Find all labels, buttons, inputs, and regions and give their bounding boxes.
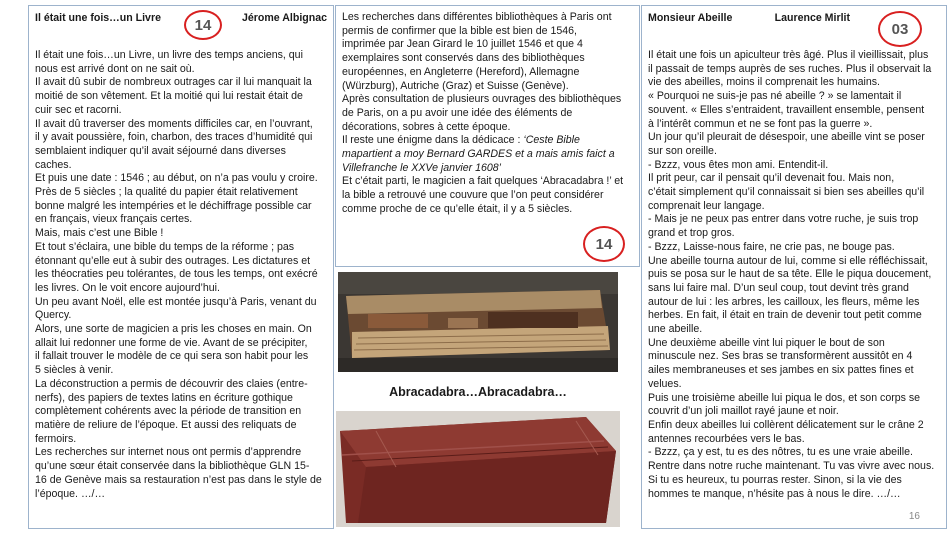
damaged-book-photo	[338, 272, 618, 372]
left-text-line: nous est arrivé dont on ne sait où.	[35, 62, 195, 75]
middle-text-line: Villefranche le XXVe janvier 1608’	[342, 161, 502, 174]
right-text-line: comprenait leur langage.	[648, 199, 765, 212]
right-text-line: puis se posa sur le haut de sa tête. Elle le piqua doucement,	[648, 268, 932, 281]
middle-body	[342, 11, 638, 217]
middle-article	[335, 5, 640, 267]
left-article	[28, 5, 334, 529]
left-text-line: nerfs), des papiers de textes latins en écriture gothique	[35, 391, 293, 404]
right-text-line: herbes. En fait, il était en train de devenir tout petit comme	[648, 309, 922, 322]
right-text-line: Rentre dans notre ruche maintenant. Tu vas vivre avec nous.	[648, 460, 935, 473]
middle-text-line: exemplaires sont conservés dans des bibliothèques	[342, 52, 585, 65]
left-text-line: Près de 5 siècles ; la qualité du papier était relativement	[35, 186, 298, 199]
left-text-line: Mais, mais c’est une Bible !	[35, 227, 164, 240]
left-text-line: il y avait poussière, foin, charbon, des traces d’humidité qui	[35, 131, 313, 144]
right-title: Monsieur Abeille	[648, 12, 733, 24]
middle-text-line: décorations, sobres à cette époque.	[342, 120, 511, 133]
right-text-line: autour de lui : les arbres, les cailloux, les fleurs, même les	[648, 295, 920, 308]
right-text-line: minuscule nez. Ses bras se transformèrent aussitôt en 4	[648, 350, 913, 363]
middle-text-line: Les recherches dans différentes bibliothèques à Paris ont	[342, 11, 612, 23]
right-article	[641, 5, 947, 529]
middle-text-line: comme proche de ce qu’elle était, il y a 5 siècles.	[342, 202, 573, 215]
right-text-line: Il était une fois un apiculteur très âgé. Plus il vieillissait, plus	[648, 49, 929, 61]
right-text-line: sans lui faire mal. D’un seul coup, tout devint très grand	[648, 281, 909, 294]
right-text-line: sur son oreille.	[648, 144, 717, 157]
right-text-line: velues.	[648, 377, 682, 390]
middle-text-line: la bible a retrouvé une couvure que l’on peut considérer	[342, 189, 604, 202]
left-text-line: complètement cohérents avec la période de transition en	[35, 405, 302, 418]
left-text-line: les livres. On le voit encore aujourd’hui.	[35, 281, 220, 294]
right-text-line: une abeille.	[648, 323, 703, 336]
middle-text-line: de Paris, on a pu avoir une idée des éléments de	[342, 106, 573, 119]
left-text-line: Il avait dû traverser des moments difficiles car, en l’ouvrant,	[35, 117, 313, 130]
left-text-line: La déconstruction a permis de découvrir des claies (entre-	[35, 377, 308, 390]
right-text-line: Puis une troisième abeille lui piqua le dos, et son corps se	[648, 391, 921, 404]
left-text-line: fermoirs.	[35, 432, 77, 445]
left-text-line: Alors, une sorte de magicien a pris les choses en main. On	[35, 323, 312, 336]
right-text-line: Une deuxième abeille vint lui piquer le bout de son	[648, 336, 885, 349]
right-text-line: Enfin deux abeilles lui collèrent délicatement sur le crâne 2	[648, 418, 924, 431]
left-title: Il était une fois…un Livre	[35, 12, 161, 24]
left-text-line: l’époque. …/…	[35, 487, 106, 500]
left-text-line: bonne malgré les intempéries et le déchiffrage possible car	[35, 199, 312, 212]
left-text-line: cuir sec et racorni.	[35, 103, 122, 116]
page-number: 16	[908, 511, 920, 522]
left-text-line: allait lui redonner une forme de vie. Avant de se précipiter,	[35, 336, 308, 349]
left-text-line: Il était une fois…un Livre, un livre des temps anciens, qui	[35, 49, 303, 61]
right-text-line: Une abeille tourna autour de lui, comme si elle réfléchissait,	[648, 254, 928, 267]
left-text-line: Un peu avant Noël, elle est montée jusqu’à Paris, venant du	[35, 295, 317, 308]
middle-text-line: Après consultation de plusieurs ouvrages des bibliothèques	[342, 93, 622, 106]
left-text-line: Les recherches sur internet nous ont permis d’apprendre	[35, 446, 302, 459]
left-text-line: les théocraties peu tolérantes, de tous les temps, ont exécré	[35, 268, 318, 281]
right-text-line: Un jour qu’il pleurait de désespoir, une abeille vint se poser	[648, 131, 925, 144]
left-text-line: Et puis une date : 1546 ; au début, on n’a pas voulu y croire.	[35, 172, 318, 185]
right-text-line: couvrit d’un joli maillot rayé jaune et noir.	[648, 405, 839, 418]
right-text-line: - Bzzz, ça y est, tu es des nôtres, tu es une vraie abeille.	[648, 446, 913, 459]
left-page-badge: 14	[184, 10, 222, 40]
right-text-line: c’était simplement qu’il connaissait si bien ses abeilles qu’il	[648, 186, 925, 199]
right-text-line: - Bzzz, vous êtes mon ami. Entendit-il.	[648, 158, 829, 171]
middle-text-line: permis de confirmer que la bible est bien de 1546,	[342, 24, 577, 37]
left-author: Jérome Albignac	[242, 12, 327, 24]
middle-text-line: imprimée par Jean Girard le 10 juillet 1546 et que 4	[342, 38, 583, 51]
left-header	[35, 12, 327, 24]
left-text-line: caches.	[35, 158, 72, 171]
left-text-line: Il avait dû subir de nombreux outrages car il lui manquait la	[35, 76, 312, 89]
right-text-line: « Pourquoi ne suis-je pas né abeille ? » se lamentait il	[648, 90, 902, 103]
right-text-line: il passait de temps auprès de ses ruches. Plus il observait la	[648, 62, 932, 75]
left-text-line: 5 siècles à venir.	[35, 364, 114, 377]
left-text-line: qu’une sœur était conservée dans la bibliothèque GLN 15-	[35, 460, 310, 473]
middle-text-line: mapartient a moy Bernard GARDES et a mais amis faict a	[342, 148, 615, 161]
right-text-line: vie des abeilles, moins il comprenait les humains.	[648, 76, 880, 89]
right-text-line: ailes membraneuses et ses jambes en six pattes fines et	[648, 364, 914, 377]
right-body	[648, 49, 946, 501]
left-text-line: semblaient indiquer qu’il avait séjourné dans diverses	[35, 144, 286, 157]
dedication-start: ‘Ceste Bible	[523, 134, 580, 147]
middle-text-line: Et c’était parti, le magicien a fait quelques ‘Abracadabra !’ et	[342, 175, 624, 188]
left-text-line: en français, vieux français certes.	[35, 213, 193, 226]
left-text-line: moitié de son vêtement. Et la moitié qui lui restait était de	[35, 90, 303, 103]
middle-page-badge: 14	[583, 226, 625, 262]
right-text-line: antennes recourbées vers le bas.	[648, 432, 805, 445]
right-text-line: - Mais je ne peux pas entrer dans votre ruche, je suis trop	[648, 213, 919, 226]
right-header	[648, 12, 850, 24]
right-text-line: Il prit peur, car il pensait qu’il devenait fou. Mais non,	[648, 172, 895, 185]
left-text-line: 16 de Genève mais sa restauration n’est pas dans le style de	[35, 473, 322, 486]
restored-book-photo	[336, 411, 620, 527]
left-text-line: Quercy.	[35, 309, 72, 322]
left-text-line: étonnant qu’elle eut à subir des outrages. Les dictatures et	[35, 254, 311, 267]
photo-caption: Abracadabra…Abracadabra…	[389, 385, 567, 399]
left-text-line: il fallait trouver le modèle de ce qui sera son habit pour les	[35, 350, 309, 363]
right-page-badge: 03	[878, 11, 922, 47]
left-text-line: matière de reliure de l’époque. Et aussi des reliquats de	[35, 418, 297, 431]
left-text-line: Et tout s’éclaira, une bible du temps de la réforme ; pas	[35, 240, 295, 253]
middle-text-line: (Würzburg), Autriche (Graz) et Suisse (Genève).	[342, 79, 569, 92]
right-text-line: - Bzzz, Laisse-nous faire, ne crie pas, ne bouge pas.	[648, 240, 895, 253]
right-text-line: souvent. « Elles s’entraident, travaillent ensemble, pensent	[648, 103, 925, 116]
middle-text-line: européennes, en Angleterre (Hereford), Allemagne	[342, 65, 580, 78]
right-text-line: à l’intérêt commun et ne se font pas la guerre ».	[648, 117, 873, 130]
left-body	[35, 49, 333, 501]
right-author: Laurence Mirlit	[774, 12, 850, 24]
middle-text-line: Il reste une énigme dans la dédicace : ‘Ceste Bible	[342, 134, 580, 147]
right-text-line: Si tu es heureux, tu pourras rester. Sinon, si la vie des	[648, 473, 902, 486]
right-text-line: hommes te manque, n’hésite pas à nous le dire. …/…	[648, 487, 901, 500]
right-text-line: grand et trop gros.	[648, 227, 735, 240]
